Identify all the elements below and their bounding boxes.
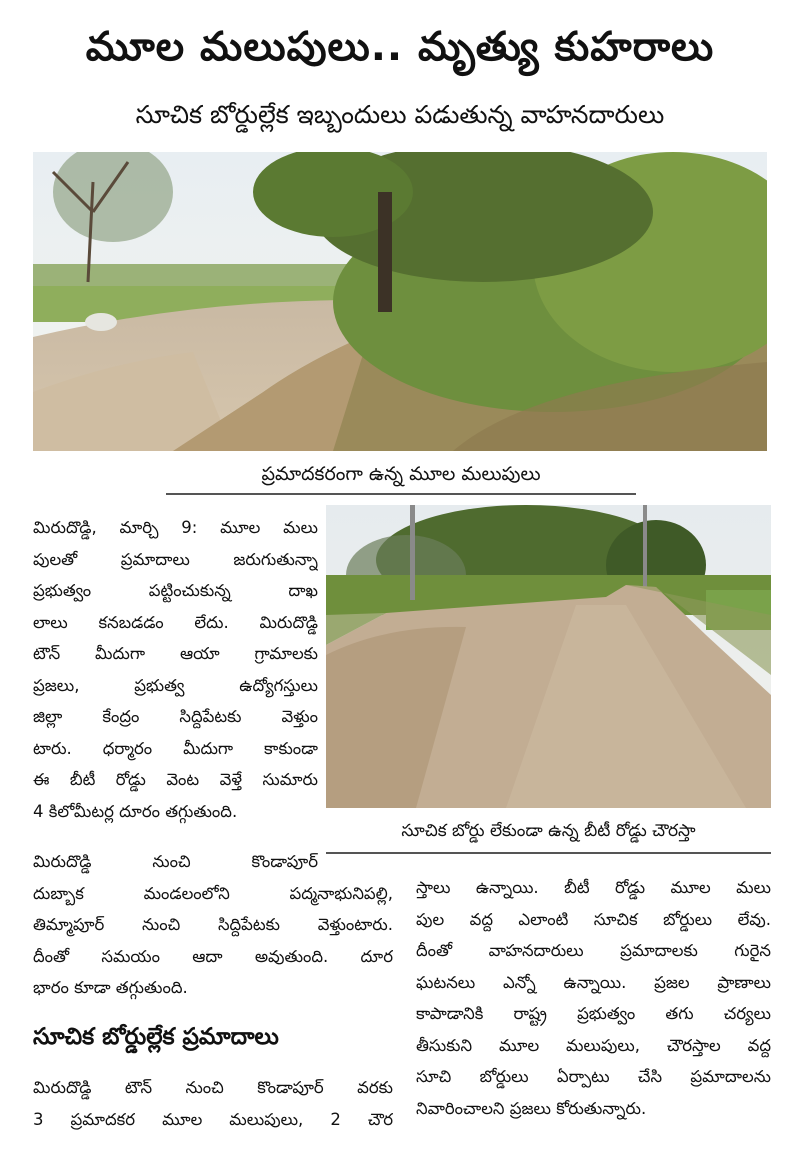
- article-line: మిరుదొడ్డి టౌన్ నుంచి కొండాపూర్ వరకు: [33, 1078, 393, 1097]
- article-line: పుల వద్ద ఎలాంటి సూచిక బోర్డులు లేవు.: [416, 909, 771, 929]
- article-line: దీంతో సమయం ఆదా అవుతుంది. దూర: [33, 946, 393, 966]
- article-line: ఈ బీటీ రోడ్డు వెంట వెళ్తే సుమారు: [33, 770, 318, 789]
- article-line: మిరుదొడ్డి, మార్చి 9: మూల మలు: [33, 518, 318, 537]
- photo2-caption: సూచిక బోర్డు లేకుండా ఉన్న బీటీ రోడ్డు చౌరస్తా: [401, 821, 696, 841]
- headline: మూల మలుపులు.. మృత్యు కుహరాలు: [85, 24, 715, 70]
- road-junction-photo: [326, 505, 771, 808]
- article-line: టౌన్ మీదుగా ఆయా గ్రామాలకు: [33, 644, 318, 663]
- photo1-caption: ప్రమాదకరంగా ఉన్న మూల మలుపులు: [261, 463, 541, 485]
- article-line: ప్రజలు, ప్రభుత్వ ఉద్యోగస్తులు: [33, 675, 318, 695]
- article-line: 3 ప్రమాదకర మూల మలుపులు, 2 చౌర: [33, 1109, 393, 1129]
- road-curve-photo: [33, 152, 767, 451]
- article-line: 4 కిలోమీటర్ల దూరం తగ్గుతుంది.: [33, 801, 238, 821]
- article-line: సూచి బోర్డులు ఏర్పాటు చేసి ప్రమాదాలను: [416, 1067, 771, 1086]
- article-line: దుబ్బాక మండలంలోని పద్మనాభునిపల్లి,: [33, 883, 393, 903]
- article-column-bottom-left: [33, 1072, 393, 1135]
- article-line: టారు. ధర్మారం మీదుగా కాకుండా: [33, 738, 318, 758]
- section-heading: సూచిక బోర్డుల్లేక ప్రమాదాలు: [33, 1024, 279, 1050]
- caption-divider: [166, 493, 636, 495]
- article-line: లాలు కనబడడం లేదు. మిరుదొడ్డి: [33, 612, 318, 632]
- article-line: కాపాడానికి రాష్ట్ర ప్రభుత్వం తగు చర్యలు: [416, 1004, 771, 1023]
- article-line: భారం కూడా తగ్గుతుంది.: [33, 978, 188, 997]
- article-column-left: [33, 512, 318, 827]
- article-column-right: [416, 872, 771, 1124]
- article-line: ఘటనలు ఎన్నో ఉన్నాయి. ప్రజల ప్రాణాలు: [416, 972, 771, 992]
- article-column-left-continued: [33, 846, 393, 1004]
- article-line: ప్రభుత్వం పట్టించుకున్న దాఖ: [33, 581, 318, 600]
- article-line: నివారించాలని ప్రజలు కోరుతున్నారు.: [416, 1098, 647, 1118]
- article-line: తీసుకుని మూల మలుపులు, చౌరస్తాల వద్ద: [416, 1035, 771, 1055]
- article-line: తిమ్మాపూర్ నుంచి సిద్దిపేటకు వెళ్తుంటారు.: [33, 915, 393, 934]
- subheadline: సూచిక బోర్డుల్లేక ఇబ్బందులు పడుతున్న వాహనదారులు: [135, 100, 665, 129]
- article-line: పులతో ప్రమాదాలు జరుగుతున్నా: [33, 549, 318, 569]
- article-line: జిల్లా కేంద్రం సిద్దిపేటకు వెళ్తుం: [33, 707, 318, 726]
- article-line: స్తాలు ఉన్నాయి. బీటీ రోడ్డు మూల మలు: [416, 878, 771, 897]
- article-line: మిరుదొడ్డి నుంచి కొండాపూర్: [33, 852, 318, 871]
- article-line: దీంతో వాహనదారులు ప్రమాదాలకు గురైన: [416, 941, 771, 960]
